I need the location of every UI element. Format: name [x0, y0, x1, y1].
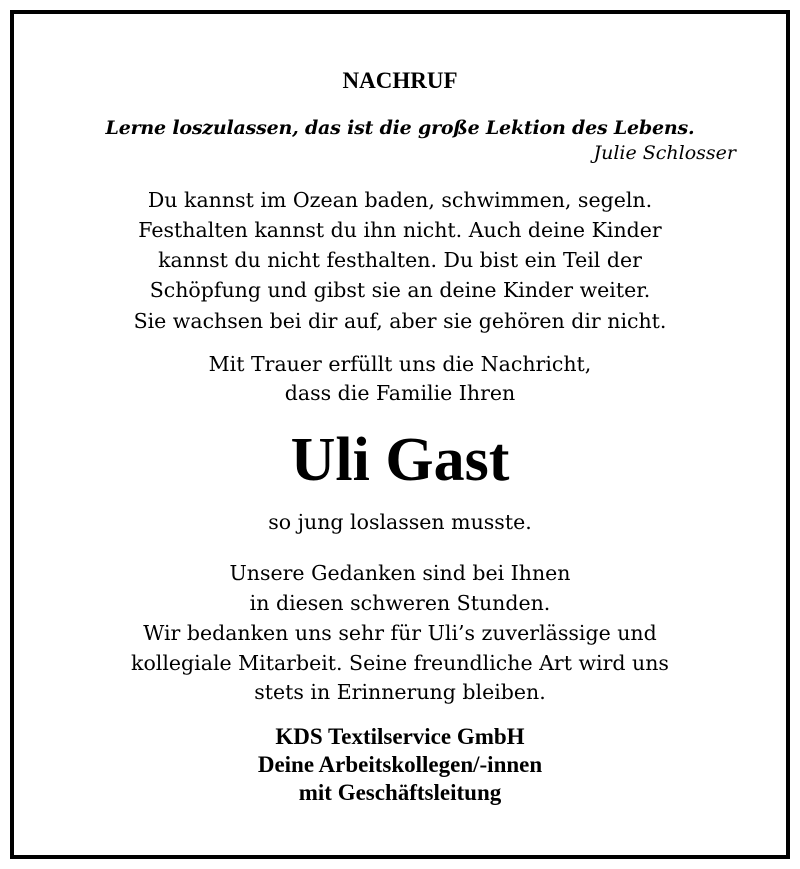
poem-line: Schöpfung und gibst sie an deine Kinder weiter. [149, 278, 651, 302]
quote-author: Julie Schlosser [593, 142, 736, 164]
poem-line: Du kannst im Ozean baden, schwimmen, segeln. [147, 188, 653, 212]
notice-heading: NACHRUF [342, 68, 458, 93]
poem-line: Festhalten kannst du ihn nicht. Auch deine Kinder [138, 218, 662, 242]
quote-text: Lerne loszulassen, das ist die große Lektion des Lebens. [105, 117, 695, 139]
intro-line: dass die Familie Ihren [284, 381, 516, 405]
obituary-notice [64, 0, 736, 869]
message-line: kollegiale Mitarbeit. Seine freundliche Art wird uns [131, 651, 669, 675]
message-line: in diesen schweren Stunden. [249, 591, 551, 615]
deceased-name: Uli Gast [290, 426, 510, 494]
poem-line: Sie wachsen bei dir auf, aber sie gehören dir nicht. [133, 309, 667, 333]
message-line: Unsere Gedanken sind bei Ihnen [229, 561, 571, 585]
poem-line: kannst du nicht festhalten. Du bist ein Teil der [158, 248, 642, 272]
signature-management: mit Geschäftsleitung [298, 780, 502, 805]
intro-line: Mit Trauer erfüllt uns die Nachricht, [208, 352, 592, 376]
message-line: stets in Erinnerung bleiben. [254, 680, 546, 704]
signature-colleagues: Deine Arbeitskollegen/-innen [257, 752, 543, 777]
signature-company: KDS Textilservice GmbH [275, 724, 525, 749]
after-name-line: so jung loslassen musste. [268, 510, 532, 534]
message-line: Wir bedanken uns sehr für Uli’s zuverlässige und [143, 621, 657, 645]
